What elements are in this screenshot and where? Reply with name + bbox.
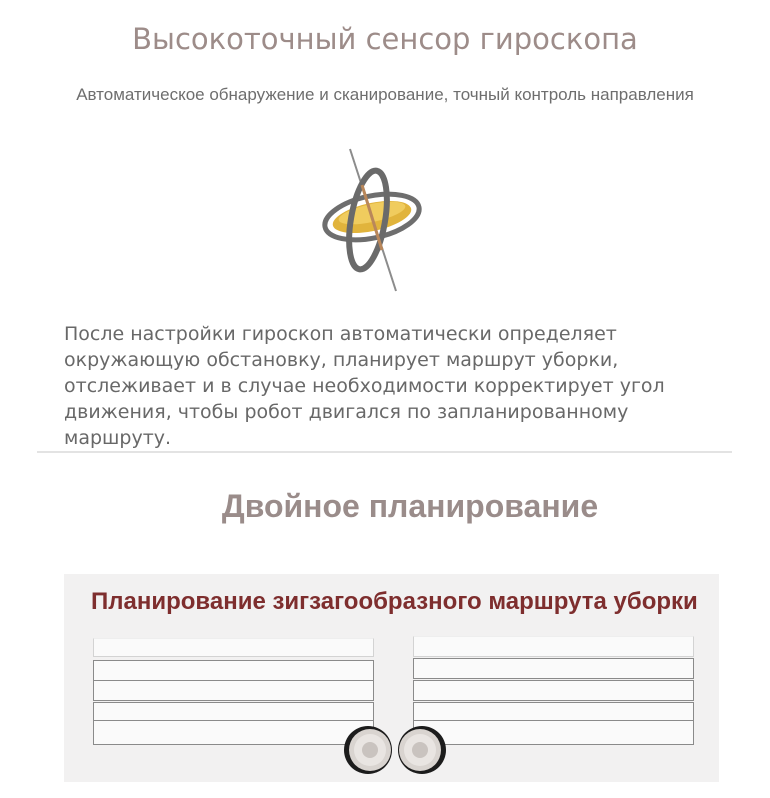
route-lane — [93, 660, 374, 681]
route-lane — [93, 638, 374, 657]
robot-vacuum-icon — [342, 724, 394, 776]
route-lane — [413, 658, 694, 679]
route-lane — [93, 720, 374, 745]
route-lane — [413, 680, 694, 701]
route-lane — [93, 680, 374, 701]
route-lane — [413, 636, 694, 657]
panel-title: Планирование зигзагообразного маршрута уборки — [91, 588, 698, 615]
page-subtitle: Автоматическое обнаружение и сканирование, точный контроль направления — [76, 85, 694, 104]
section-title: Двойное планирование — [221, 488, 599, 524]
route-planning-panel — [64, 574, 719, 782]
description-text: После настройки гироскоп автоматически определяет окружающую обстановку, планирует маршрут уборки, отслеживает и в случае необходимости корректирует угол движения, чтобы робот двигался по запланированному маршруту. — [64, 323, 665, 449]
route-lane — [413, 720, 694, 745]
gyroscope-icon — [312, 145, 430, 295]
divider — [37, 451, 732, 453]
robot-vacuum-icon — [396, 724, 448, 776]
page-title: Высокоточный сенсор гироскопа — [132, 22, 638, 56]
